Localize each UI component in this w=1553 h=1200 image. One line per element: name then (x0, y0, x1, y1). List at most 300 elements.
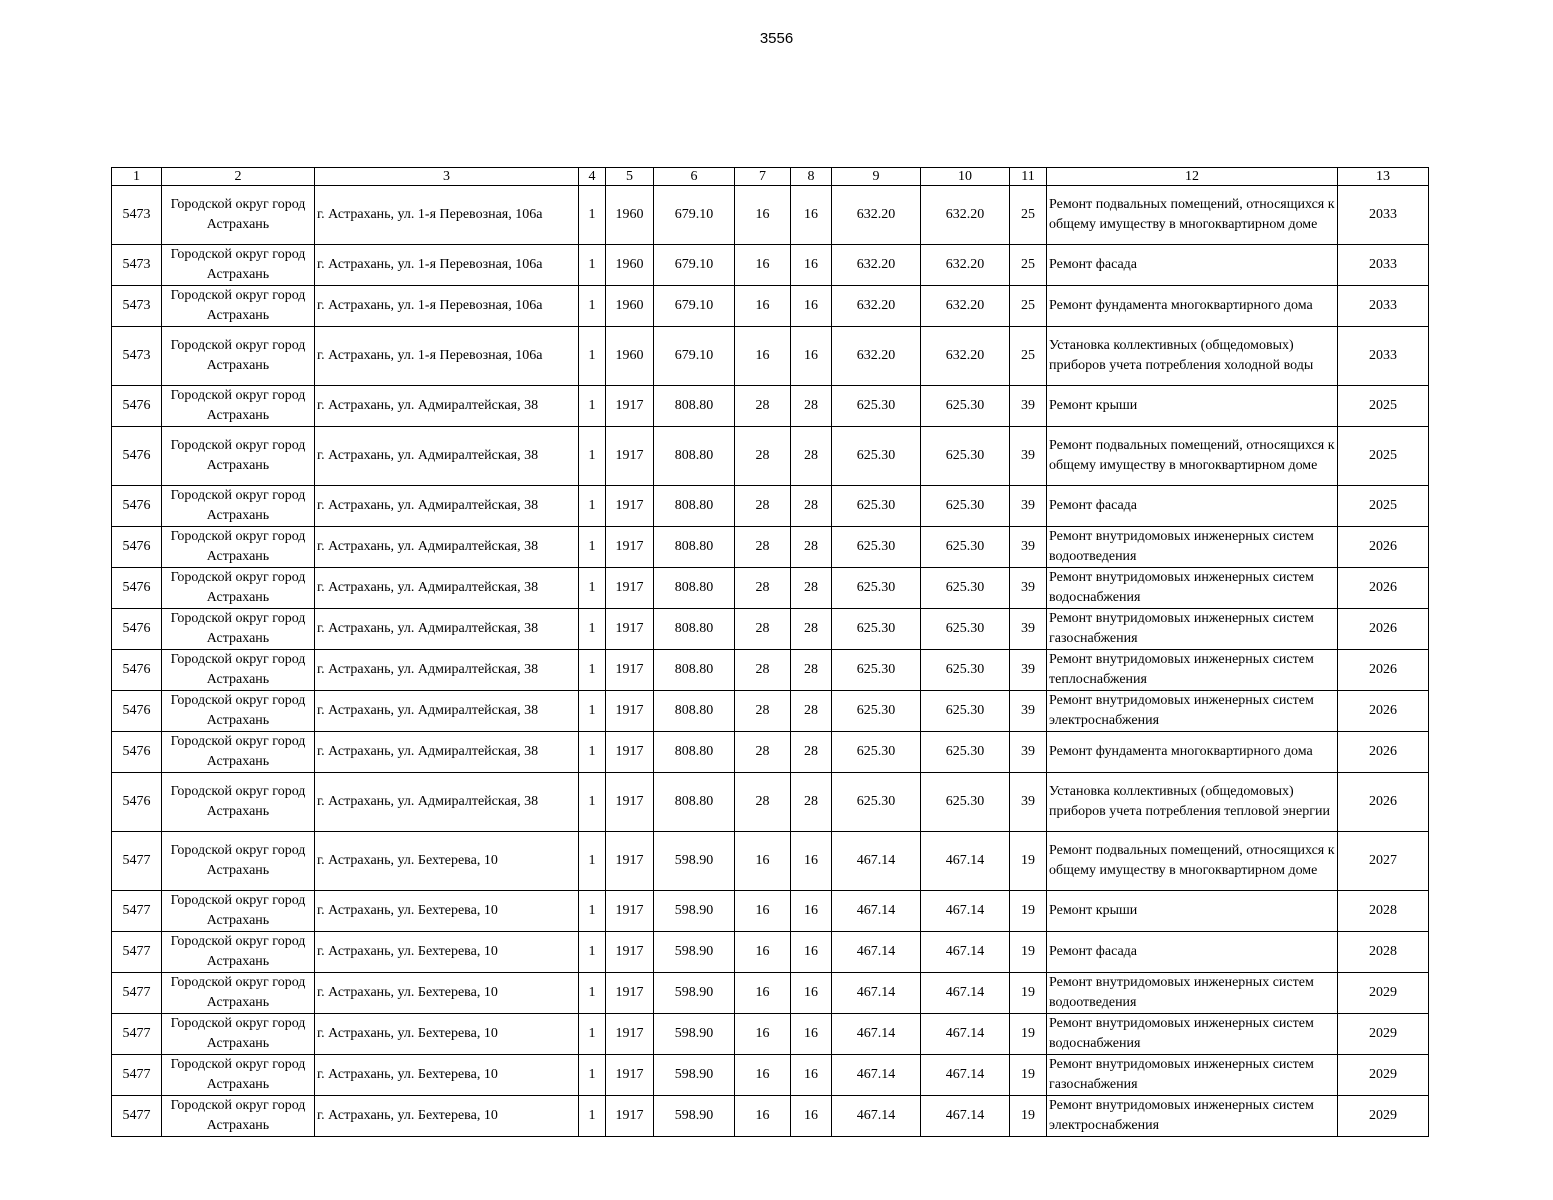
table-row (112, 286, 1429, 327)
col-5-value-cell: 1917 (606, 932, 654, 973)
col-7-value-cell: 16 (735, 286, 791, 327)
work-type-cell: Установка коллективных (общедомовых) приборов учета потребления тепловой энергии (1047, 773, 1338, 832)
table-row (112, 832, 1429, 891)
col-7-value-cell: 28 (735, 650, 791, 691)
col-8-value-cell: 28 (791, 773, 832, 832)
row-id-cell: 5476 (112, 773, 162, 832)
col-8-value-cell: 28 (791, 527, 832, 568)
col-10-value-cell: 625.30 (921, 568, 1010, 609)
col-11-value-cell: 39 (1010, 609, 1047, 650)
col-6-value-cell: 808.80 (654, 732, 735, 773)
col-9-value-cell: 625.30 (832, 527, 921, 568)
municipality-cell: Городской округ город Астрахань (162, 427, 315, 486)
col-5-value-cell: 1917 (606, 650, 654, 691)
planned-year-cell: 2026 (1338, 650, 1429, 691)
repair-schedule-table (111, 167, 1429, 1137)
col-8-value-cell: 28 (791, 650, 832, 691)
col-11-value-cell: 39 (1010, 527, 1047, 568)
col-9-value-cell: 625.30 (832, 386, 921, 427)
col-4-value-cell: 1 (579, 568, 606, 609)
col-8-value-cell: 16 (791, 1014, 832, 1055)
municipality-cell: Городской округ город Астрахань (162, 386, 315, 427)
col-4-value-cell: 1 (579, 650, 606, 691)
col-8-value-cell: 16 (791, 1096, 832, 1137)
col-9-value-cell: 467.14 (832, 973, 921, 1014)
work-type-cell: Ремонт фасада (1047, 932, 1338, 973)
municipality-cell: Городской округ город Астрахань (162, 486, 315, 527)
col-4-value-cell: 1 (579, 286, 606, 327)
col-5-value-cell: 1960 (606, 245, 654, 286)
municipality-cell: Городской округ город Астрахань (162, 245, 315, 286)
table-header-row (112, 168, 1429, 186)
header-col-5: 5 (606, 168, 654, 186)
col-10-value-cell: 625.30 (921, 691, 1010, 732)
address-cell: г. Астрахань, ул. 1-я Перевозная, 106а (315, 245, 579, 286)
table-row (112, 527, 1429, 568)
row-id-cell: 5477 (112, 832, 162, 891)
work-type-cell: Ремонт фасада (1047, 486, 1338, 527)
col-10-value-cell: 467.14 (921, 1096, 1010, 1137)
col-6-value-cell: 598.90 (654, 891, 735, 932)
col-8-value-cell: 16 (791, 327, 832, 386)
col-6-value-cell: 598.90 (654, 932, 735, 973)
col-10-value-cell: 625.30 (921, 386, 1010, 427)
work-type-cell: Ремонт внутридомовых инженерных систем газоснабжения (1047, 609, 1338, 650)
planned-year-cell: 2026 (1338, 773, 1429, 832)
col-10-value-cell: 625.30 (921, 486, 1010, 527)
col-11-value-cell: 25 (1010, 286, 1047, 327)
col-9-value-cell: 625.30 (832, 732, 921, 773)
col-4-value-cell: 1 (579, 386, 606, 427)
work-type-cell: Ремонт фундамента многоквартирного дома (1047, 732, 1338, 773)
col-8-value-cell: 16 (791, 245, 832, 286)
col-10-value-cell: 467.14 (921, 973, 1010, 1014)
col-4-value-cell: 1 (579, 527, 606, 568)
col-6-value-cell: 598.90 (654, 1055, 735, 1096)
col-9-value-cell: 467.14 (832, 832, 921, 891)
header-col-4: 4 (579, 168, 606, 186)
col-9-value-cell: 467.14 (832, 932, 921, 973)
address-cell: г. Астрахань, ул. Бехтерева, 10 (315, 891, 579, 932)
address-cell: г. Астрахань, ул. Бехтерева, 10 (315, 1014, 579, 1055)
col-5-value-cell: 1917 (606, 773, 654, 832)
planned-year-cell: 2026 (1338, 691, 1429, 732)
col-11-value-cell: 19 (1010, 973, 1047, 1014)
planned-year-cell: 2025 (1338, 486, 1429, 527)
address-cell: г. Астрахань, ул. 1-я Перевозная, 106а (315, 327, 579, 386)
col-4-value-cell: 1 (579, 486, 606, 527)
col-7-value-cell: 16 (735, 1096, 791, 1137)
work-type-cell: Ремонт внутридомовых инженерных систем водоотведения (1047, 973, 1338, 1014)
header-col-address: 3 (315, 168, 579, 186)
col-7-value-cell: 28 (735, 691, 791, 732)
col-5-value-cell: 1917 (606, 1014, 654, 1055)
row-id-cell: 5476 (112, 732, 162, 773)
col-9-value-cell: 625.30 (832, 691, 921, 732)
col-9-value-cell: 625.30 (832, 609, 921, 650)
col-11-value-cell: 39 (1010, 650, 1047, 691)
col-8-value-cell: 16 (791, 973, 832, 1014)
col-7-value-cell: 28 (735, 773, 791, 832)
col-8-value-cell: 28 (791, 486, 832, 527)
col-8-value-cell: 28 (791, 568, 832, 609)
col-9-value-cell: 632.20 (832, 245, 921, 286)
col-8-value-cell: 16 (791, 186, 832, 245)
col-10-value-cell: 467.14 (921, 1055, 1010, 1096)
row-id-cell: 5477 (112, 1096, 162, 1137)
col-5-value-cell: 1917 (606, 891, 654, 932)
table-row (112, 891, 1429, 932)
work-type-cell: Ремонт фасада (1047, 245, 1338, 286)
work-type-cell: Ремонт подвальных помещений, относящихся к общему имуществу в многоквартирном доме (1047, 427, 1338, 486)
col-8-value-cell: 28 (791, 427, 832, 486)
col-10-value-cell: 467.14 (921, 891, 1010, 932)
col-10-value-cell: 467.14 (921, 932, 1010, 973)
col-5-value-cell: 1917 (606, 1096, 654, 1137)
col-9-value-cell: 467.14 (832, 1096, 921, 1137)
address-cell: г. Астрахань, ул. Бехтерева, 10 (315, 973, 579, 1014)
col-10-value-cell: 625.30 (921, 650, 1010, 691)
col-7-value-cell: 28 (735, 386, 791, 427)
header-col-11: 11 (1010, 168, 1047, 186)
col-11-value-cell: 19 (1010, 1055, 1047, 1096)
col-11-value-cell: 25 (1010, 245, 1047, 286)
planned-year-cell: 2033 (1338, 327, 1429, 386)
planned-year-cell: 2027 (1338, 832, 1429, 891)
col-9-value-cell: 625.30 (832, 650, 921, 691)
col-7-value-cell: 16 (735, 891, 791, 932)
col-5-value-cell: 1960 (606, 186, 654, 245)
col-5-value-cell: 1960 (606, 286, 654, 327)
header-col-year: 13 (1338, 168, 1429, 186)
header-col-municipality: 2 (162, 168, 315, 186)
work-type-cell: Ремонт подвальных помещений, относящихся к общему имуществу в многоквартирном доме (1047, 186, 1338, 245)
col-11-value-cell: 25 (1010, 327, 1047, 386)
col-9-value-cell: 625.30 (832, 568, 921, 609)
col-6-value-cell: 679.10 (654, 327, 735, 386)
table-row (112, 568, 1429, 609)
planned-year-cell: 2026 (1338, 568, 1429, 609)
table-row (112, 245, 1429, 286)
col-4-value-cell: 1 (579, 832, 606, 891)
col-6-value-cell: 808.80 (654, 609, 735, 650)
col-8-value-cell: 16 (791, 891, 832, 932)
col-9-value-cell: 632.20 (832, 186, 921, 245)
work-type-cell: Ремонт подвальных помещений, относящихся к общему имуществу в многоквартирном доме (1047, 832, 1338, 891)
col-5-value-cell: 1917 (606, 973, 654, 1014)
col-11-value-cell: 19 (1010, 832, 1047, 891)
col-7-value-cell: 16 (735, 1014, 791, 1055)
row-id-cell: 5476 (112, 486, 162, 527)
col-9-value-cell: 467.14 (832, 1014, 921, 1055)
col-4-value-cell: 1 (579, 691, 606, 732)
municipality-cell: Городской округ город Астрахань (162, 1014, 315, 1055)
table-row (112, 609, 1429, 650)
col-7-value-cell: 16 (735, 932, 791, 973)
planned-year-cell: 2025 (1338, 427, 1429, 486)
col-8-value-cell: 16 (791, 1055, 832, 1096)
col-6-value-cell: 598.90 (654, 1014, 735, 1055)
col-10-value-cell: 625.30 (921, 732, 1010, 773)
col-5-value-cell: 1917 (606, 386, 654, 427)
work-type-cell: Ремонт внутридомовых инженерных систем водоотведения (1047, 527, 1338, 568)
table-row (112, 650, 1429, 691)
table-row (112, 1096, 1429, 1137)
header-col-6: 6 (654, 168, 735, 186)
col-9-value-cell: 467.14 (832, 891, 921, 932)
row-id-cell: 5473 (112, 327, 162, 386)
work-type-cell: Ремонт фундамента многоквартирного дома (1047, 286, 1338, 327)
planned-year-cell: 2033 (1338, 245, 1429, 286)
table-row (112, 1014, 1429, 1055)
municipality-cell: Городской округ город Астрахань (162, 568, 315, 609)
col-9-value-cell: 632.20 (832, 327, 921, 386)
col-5-value-cell: 1917 (606, 1055, 654, 1096)
address-cell: г. Астрахань, ул. Адмиралтейская, 38 (315, 568, 579, 609)
municipality-cell: Городской округ город Астрахань (162, 1055, 315, 1096)
col-5-value-cell: 1917 (606, 609, 654, 650)
work-type-cell: Ремонт крыши (1047, 891, 1338, 932)
table-row (112, 773, 1429, 832)
col-11-value-cell: 39 (1010, 386, 1047, 427)
row-id-cell: 5476 (112, 609, 162, 650)
col-4-value-cell: 1 (579, 245, 606, 286)
header-col-number: 1 (112, 168, 162, 186)
col-9-value-cell: 625.30 (832, 486, 921, 527)
col-8-value-cell: 16 (791, 932, 832, 973)
col-10-value-cell: 625.30 (921, 773, 1010, 832)
col-7-value-cell: 16 (735, 245, 791, 286)
col-7-value-cell: 16 (735, 1055, 791, 1096)
col-11-value-cell: 39 (1010, 773, 1047, 832)
col-5-value-cell: 1917 (606, 691, 654, 732)
row-id-cell: 5477 (112, 1014, 162, 1055)
col-4-value-cell: 1 (579, 186, 606, 245)
municipality-cell: Городской округ город Астрахань (162, 773, 315, 832)
col-11-value-cell: 39 (1010, 427, 1047, 486)
col-10-value-cell: 467.14 (921, 832, 1010, 891)
col-8-value-cell: 28 (791, 732, 832, 773)
col-11-value-cell: 19 (1010, 1014, 1047, 1055)
planned-year-cell: 2033 (1338, 186, 1429, 245)
col-6-value-cell: 808.80 (654, 691, 735, 732)
address-cell: г. Астрахань, ул. Адмиралтейская, 38 (315, 527, 579, 568)
col-10-value-cell: 632.20 (921, 186, 1010, 245)
municipality-cell: Городской округ город Астрахань (162, 1096, 315, 1137)
municipality-cell: Городской округ город Астрахань (162, 286, 315, 327)
col-10-value-cell: 625.30 (921, 527, 1010, 568)
work-type-cell: Ремонт внутридомовых инженерных систем теплоснабжения (1047, 650, 1338, 691)
col-5-value-cell: 1917 (606, 732, 654, 773)
work-type-cell: Установка коллективных (общедомовых) приборов учета потребления холодной воды (1047, 327, 1338, 386)
municipality-cell: Городской округ город Астрахань (162, 650, 315, 691)
address-cell: г. Астрахань, ул. Адмиралтейская, 38 (315, 486, 579, 527)
col-6-value-cell: 679.10 (654, 286, 735, 327)
col-10-value-cell: 632.20 (921, 327, 1010, 386)
col-7-value-cell: 28 (735, 732, 791, 773)
municipality-cell: Городской округ город Астрахань (162, 186, 315, 245)
table-row (112, 691, 1429, 732)
work-type-cell: Ремонт внутридомовых инженерных систем водоснабжения (1047, 1014, 1338, 1055)
col-6-value-cell: 808.80 (654, 486, 735, 527)
planned-year-cell: 2025 (1338, 386, 1429, 427)
col-6-value-cell: 808.80 (654, 773, 735, 832)
row-id-cell: 5476 (112, 527, 162, 568)
municipality-cell: Городской округ город Астрахань (162, 691, 315, 732)
table-row (112, 732, 1429, 773)
col-6-value-cell: 598.90 (654, 832, 735, 891)
address-cell: г. Астрахань, ул. Бехтерева, 10 (315, 1096, 579, 1137)
planned-year-cell: 2033 (1338, 286, 1429, 327)
col-4-value-cell: 1 (579, 891, 606, 932)
col-11-value-cell: 39 (1010, 691, 1047, 732)
table-row (112, 327, 1429, 386)
col-7-value-cell: 28 (735, 609, 791, 650)
col-11-value-cell: 25 (1010, 186, 1047, 245)
col-4-value-cell: 1 (579, 609, 606, 650)
col-4-value-cell: 1 (579, 327, 606, 386)
col-10-value-cell: 632.20 (921, 286, 1010, 327)
address-cell: г. Астрахань, ул. Адмиралтейская, 38 (315, 773, 579, 832)
col-10-value-cell: 467.14 (921, 1014, 1010, 1055)
col-10-value-cell: 625.30 (921, 427, 1010, 486)
municipality-cell: Городской округ город Астрахань (162, 832, 315, 891)
col-9-value-cell: 625.30 (832, 773, 921, 832)
address-cell: г. Астрахань, ул. Бехтерева, 10 (315, 832, 579, 891)
row-id-cell: 5477 (112, 1055, 162, 1096)
municipality-cell: Городской округ город Астрахань (162, 609, 315, 650)
header-col-8: 8 (791, 168, 832, 186)
col-8-value-cell: 16 (791, 832, 832, 891)
col-8-value-cell: 16 (791, 286, 832, 327)
table-row (112, 973, 1429, 1014)
row-id-cell: 5477 (112, 973, 162, 1014)
col-5-value-cell: 1960 (606, 327, 654, 386)
col-4-value-cell: 1 (579, 427, 606, 486)
address-cell: г. Астрахань, ул. Адмиралтейская, 38 (315, 609, 579, 650)
col-5-value-cell: 1917 (606, 486, 654, 527)
address-cell: г. Астрахань, ул. Адмиралтейская, 38 (315, 427, 579, 486)
work-type-cell: Ремонт внутридомовых инженерных систем электроснабжения (1047, 1096, 1338, 1137)
col-7-value-cell: 28 (735, 427, 791, 486)
col-6-value-cell: 679.10 (654, 245, 735, 286)
municipality-cell: Городской округ город Астрахань (162, 327, 315, 386)
planned-year-cell: 2029 (1338, 1055, 1429, 1096)
col-6-value-cell: 808.80 (654, 568, 735, 609)
col-10-value-cell: 632.20 (921, 245, 1010, 286)
col-5-value-cell: 1917 (606, 427, 654, 486)
col-11-value-cell: 39 (1010, 568, 1047, 609)
col-11-value-cell: 19 (1010, 1096, 1047, 1137)
planned-year-cell: 2026 (1338, 609, 1429, 650)
address-cell: г. Астрахань, ул. 1-я Перевозная, 106а (315, 286, 579, 327)
planned-year-cell: 2028 (1338, 891, 1429, 932)
col-4-value-cell: 1 (579, 1014, 606, 1055)
row-id-cell: 5476 (112, 568, 162, 609)
municipality-cell: Городской округ город Астрахань (162, 527, 315, 568)
col-9-value-cell: 632.20 (832, 286, 921, 327)
row-id-cell: 5473 (112, 186, 162, 245)
col-6-value-cell: 808.80 (654, 527, 735, 568)
work-type-cell: Ремонт внутридомовых инженерных систем газоснабжения (1047, 1055, 1338, 1096)
col-8-value-cell: 28 (791, 386, 832, 427)
col-11-value-cell: 19 (1010, 932, 1047, 973)
col-8-value-cell: 28 (791, 691, 832, 732)
header-col-9: 9 (832, 168, 921, 186)
municipality-cell: Городской округ город Астрахань (162, 732, 315, 773)
col-9-value-cell: 625.30 (832, 427, 921, 486)
row-id-cell: 5476 (112, 691, 162, 732)
col-4-value-cell: 1 (579, 973, 606, 1014)
work-type-cell: Ремонт внутридомовых инженерных систем водоснабжения (1047, 568, 1338, 609)
col-11-value-cell: 39 (1010, 732, 1047, 773)
col-8-value-cell: 28 (791, 609, 832, 650)
row-id-cell: 5473 (112, 245, 162, 286)
address-cell: г. Астрахань, ул. Бехтерева, 10 (315, 1055, 579, 1096)
row-id-cell: 5477 (112, 891, 162, 932)
planned-year-cell: 2026 (1338, 732, 1429, 773)
row-id-cell: 5476 (112, 650, 162, 691)
col-7-value-cell: 16 (735, 973, 791, 1014)
row-id-cell: 5473 (112, 286, 162, 327)
col-6-value-cell: 808.80 (654, 427, 735, 486)
col-6-value-cell: 598.90 (654, 973, 735, 1014)
planned-year-cell: 2029 (1338, 1014, 1429, 1055)
table-row (112, 386, 1429, 427)
table-row (112, 486, 1429, 527)
municipality-cell: Городской округ город Астрахань (162, 891, 315, 932)
header-col-work-type: 12 (1047, 168, 1338, 186)
col-7-value-cell: 16 (735, 327, 791, 386)
table-row (112, 932, 1429, 973)
address-cell: г. Астрахань, ул. Адмиралтейская, 38 (315, 650, 579, 691)
col-5-value-cell: 1917 (606, 568, 654, 609)
header-col-10: 10 (921, 168, 1010, 186)
col-11-value-cell: 19 (1010, 891, 1047, 932)
col-4-value-cell: 1 (579, 1055, 606, 1096)
col-5-value-cell: 1917 (606, 832, 654, 891)
table-row (112, 1055, 1429, 1096)
col-6-value-cell: 808.80 (654, 386, 735, 427)
col-7-value-cell: 28 (735, 527, 791, 568)
address-cell: г. Астрахань, ул. Бехтерева, 10 (315, 932, 579, 973)
col-7-value-cell: 16 (735, 832, 791, 891)
address-cell: г. Астрахань, ул. Адмиралтейская, 38 (315, 691, 579, 732)
col-6-value-cell: 598.90 (654, 1096, 735, 1137)
col-9-value-cell: 467.14 (832, 1055, 921, 1096)
col-4-value-cell: 1 (579, 1096, 606, 1137)
col-4-value-cell: 1 (579, 932, 606, 973)
header-col-7: 7 (735, 168, 791, 186)
col-7-value-cell: 28 (735, 486, 791, 527)
work-type-cell: Ремонт внутридомовых инженерных систем электроснабжения (1047, 691, 1338, 732)
work-type-cell: Ремонт крыши (1047, 386, 1338, 427)
col-7-value-cell: 28 (735, 568, 791, 609)
planned-year-cell: 2029 (1338, 973, 1429, 1014)
col-4-value-cell: 1 (579, 773, 606, 832)
address-cell: г. Астрахань, ул. 1-я Перевозная, 106а (315, 186, 579, 245)
table-row (112, 427, 1429, 486)
col-11-value-cell: 39 (1010, 486, 1047, 527)
address-cell: г. Астрахань, ул. Адмиралтейская, 38 (315, 386, 579, 427)
address-cell: г. Астрахань, ул. Адмиралтейская, 38 (315, 732, 579, 773)
planned-year-cell: 2026 (1338, 527, 1429, 568)
col-10-value-cell: 625.30 (921, 609, 1010, 650)
col-7-value-cell: 16 (735, 186, 791, 245)
row-id-cell: 5477 (112, 932, 162, 973)
col-6-value-cell: 679.10 (654, 186, 735, 245)
planned-year-cell: 2029 (1338, 1096, 1429, 1137)
